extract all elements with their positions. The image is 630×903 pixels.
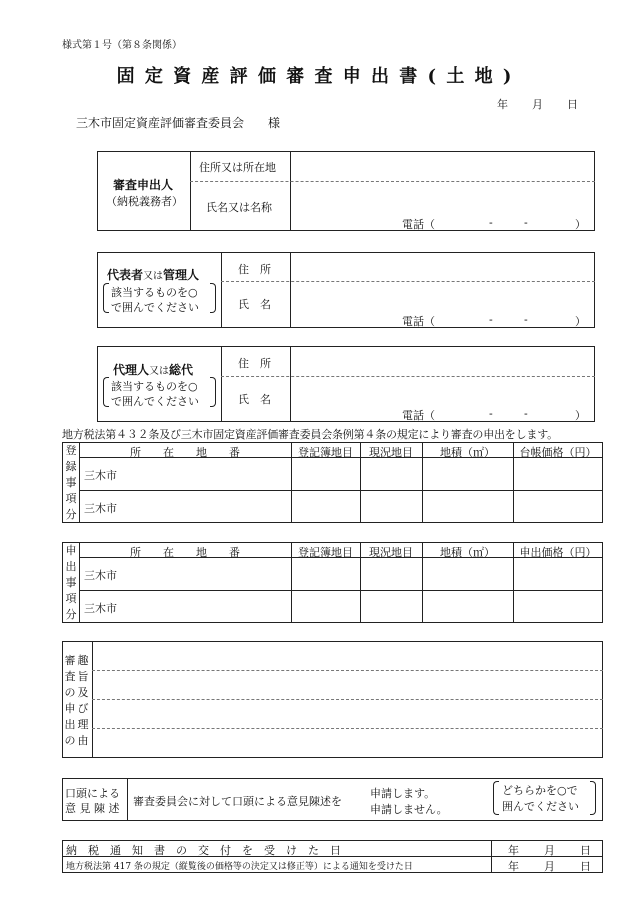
representative-name-label: 氏 名: [238, 298, 271, 311]
registry-col-actual-category: 現況地目: [369, 446, 413, 459]
registry-col-location: 所 在 地 番: [130, 446, 240, 459]
claim-col-location: 所 在 地 番: [130, 546, 240, 559]
agent-address-label: 住 所: [238, 357, 271, 370]
revision-date-day: 日: [580, 860, 591, 873]
representative-phone-close: ）: [575, 315, 586, 328]
oral-label-2: 意 見 陳 述: [65, 802, 120, 815]
agent-label: 代理人又は総代: [113, 363, 194, 377]
date-year-label: 年: [497, 98, 508, 111]
oral-option-yes[interactable]: 申請します。: [370, 787, 436, 800]
claim-col-actual-category: 現況地目: [369, 546, 413, 559]
applicant-name-field[interactable]: [291, 182, 594, 212]
agent-phone-close: ）: [575, 409, 586, 422]
form-number: 様式第１号（第８条関係）: [62, 40, 182, 51]
representative-address-field[interactable]: [291, 253, 594, 280]
registry-row-location[interactable]: 三木市: [84, 502, 117, 515]
applicant-phone-label: 電話（: [402, 218, 435, 231]
oral-label-1: 口頭による: [65, 787, 120, 800]
representative-label: 代表者又は管理人: [107, 268, 200, 282]
agent-phone-dash: -: [524, 407, 528, 420]
notice-date-day: 日: [580, 844, 591, 857]
page-title: 固 定 資 産 評 価 審 査 申 出 書 ( 土 地 ): [116, 66, 514, 87]
claim-col-area: 地積（㎡）: [440, 546, 495, 559]
applicant-name-label: 氏名又は名称: [206, 201, 272, 214]
representative-address-label: 住 所: [238, 263, 271, 276]
representative-phone-label: 電話（: [402, 315, 435, 328]
agent-phone-field[interactable]: [438, 405, 572, 420]
representative-phone-field[interactable]: [438, 311, 572, 326]
applicant-sublabel: （納税義務者）: [106, 195, 183, 208]
agent-note-2: で囲んでください: [111, 395, 199, 408]
agent-name-label: 氏 名: [238, 393, 271, 406]
claim-col-reg-category: 登記簿地目: [298, 546, 353, 559]
applicant-address-label: 住所又は所在地: [199, 161, 276, 174]
reasons-text-area[interactable]: [93, 642, 602, 757]
date-day-label: 日: [567, 98, 578, 111]
applicant-address-field[interactable]: [291, 152, 594, 180]
registry-row-location[interactable]: 三木市: [84, 469, 117, 482]
agent-address-field[interactable]: [291, 347, 594, 375]
representative-phone-dash: -: [489, 313, 493, 326]
revision-date-year: 年: [508, 860, 519, 873]
representative-phone-dash: -: [524, 313, 528, 326]
registry-col-reg-category: 登記簿地目: [298, 446, 353, 459]
legal-statement: 地方税法第４３２条及び三木市固定資産評価審査委員会条例第４条の規定により審査の申出をします。: [62, 428, 558, 441]
applicant-phone-dash: -: [489, 216, 493, 229]
representative-note-2: で囲んでください: [111, 301, 199, 314]
notice-date-year: 年: [508, 844, 519, 857]
date-month-label: 月: [532, 98, 543, 111]
oral-note-1: どちらかを○で: [502, 784, 578, 797]
applicant-phone-dash: -: [524, 216, 528, 229]
claim-side-label: 申 出 事 項 分: [65, 544, 77, 621]
agent-note-1: 該当するものを○: [111, 380, 198, 393]
oral-note-2: 囲んでください: [502, 800, 579, 813]
oral-text: 審査委員会に対して口頭による意見陳述を: [133, 795, 342, 808]
claim-row-location[interactable]: 三木市: [84, 569, 117, 582]
registry-side-label: 登 録 事 項 分: [65, 444, 77, 521]
applicant-phone-close: ）: [575, 218, 586, 231]
agent-phone-dash: -: [489, 407, 493, 420]
applicant-label: 審査申出人: [113, 178, 174, 192]
applicant-phone-field[interactable]: [438, 214, 572, 229]
oral-option-no[interactable]: 申請しません。: [370, 803, 448, 816]
reasons-label-col2: 趣 旨 及 び 理 由: [77, 654, 89, 747]
reasons-label-col1: 審 査 の 申 出 の: [64, 654, 76, 747]
agent-phone-label: 電話（: [402, 409, 435, 422]
registry-col-area: 地積（㎡）: [440, 446, 495, 459]
agent-name-field[interactable]: [291, 377, 594, 404]
notice-date-month: 月: [544, 844, 555, 857]
representative-note-1: 該当するものを○: [111, 286, 198, 299]
registry-col-price: 台帳価格（円）: [519, 446, 597, 459]
revision-notice-date-label: 地方税法第 417 条の規定（縦覧後の価格等の決定又は修正等）による通知を受けた日: [66, 862, 413, 872]
claim-col-price: 申出価格（円）: [519, 546, 597, 559]
addressee: 三木市固定資産評価審査委員会 様: [76, 116, 281, 130]
notice-received-date-label: 納 税 通 知 書 の 交 付 を 受 け た 日: [66, 844, 341, 857]
claim-row-location[interactable]: 三木市: [84, 602, 117, 615]
revision-date-month: 月: [544, 860, 555, 873]
representative-name-field[interactable]: [291, 283, 594, 310]
